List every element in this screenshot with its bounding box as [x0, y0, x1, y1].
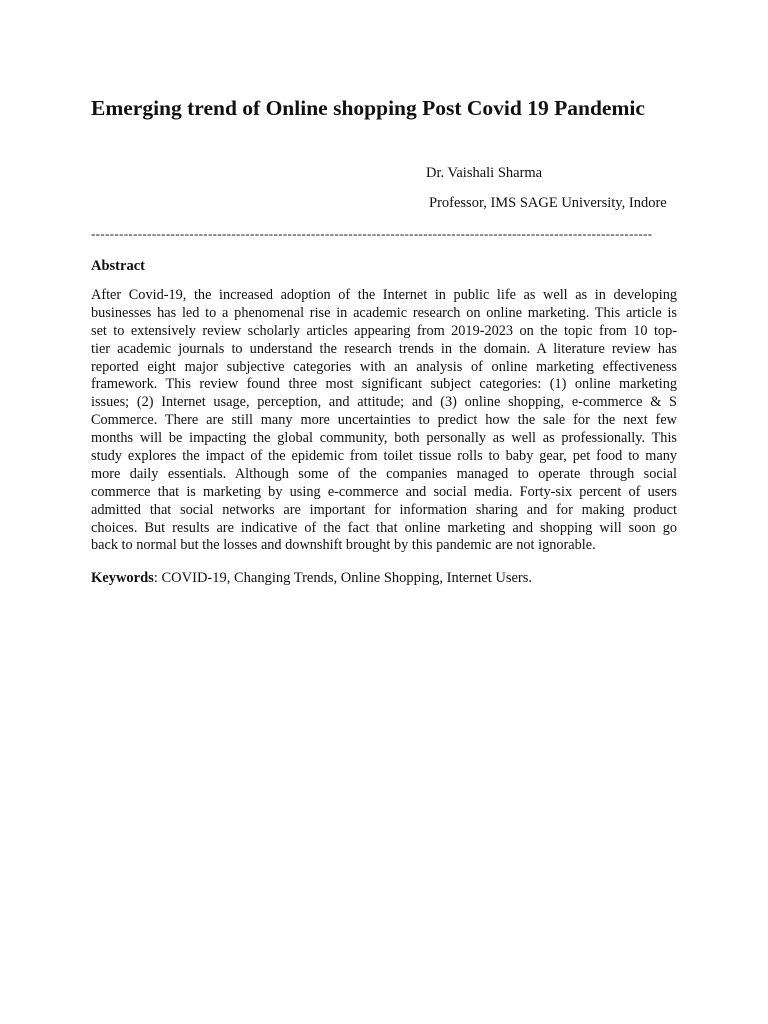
- abstract-line: more daily essentials. Although some of the companies managed to operate through social: [91, 465, 677, 482]
- abstract-line: After Covid-19, the increased adoption of the Internet in public life as well as in developing: [91, 287, 677, 303]
- abstract-line: tier academic journals to understand the research trends in the domain. A literature review has: [91, 340, 677, 357]
- keywords-paragraph: [91, 568, 677, 588]
- paper-title: Emerging trend of Online shopping Post Covid 19 Pandemic: [91, 96, 645, 120]
- abstract-line: months will be impacting the global community, both personally as well as professionally. This: [91, 430, 677, 447]
- abstract-line: reported eight major subjective categories with an analysis of online marketing effectiveness: [91, 358, 677, 375]
- abstract-body: [91, 287, 677, 555]
- keywords-label: Keywords: [91, 570, 154, 586]
- abstract-line: Commerce. There are still many more uncertainties to predict how the sale for the next few: [91, 412, 677, 429]
- abstract-line: set to extensively review scholarly articles appearing from 2019-2023 on the topic from 10 top-: [91, 322, 677, 339]
- abstract-heading: Abstract: [91, 258, 145, 274]
- abstract-line: choices. But results are indicative of the fact that online marketing and shopping will soon go: [91, 519, 677, 536]
- abstract-line: back to normal but the losses and downshift brought by this pandemic are not ignorable.: [91, 537, 596, 554]
- abstract-line: framework. This review found three most significant subject categories: (1) online marketing: [91, 376, 677, 393]
- abstract-line: study explores the impact of the epidemic from toilet tissue rolls to baby gear, pet food to many: [91, 448, 677, 465]
- abstract-line: commerce that is marketing by using e-commerce and social media. Forty-six percent of users: [91, 483, 677, 500]
- author-name: Dr. Vaishali Sharma: [426, 165, 543, 181]
- separator-line: ------------------------------------------------------------------------------------------------------------------------: [91, 226, 653, 241]
- abstract-line: admitted that social networks are important for information sharing and for making product: [91, 501, 677, 518]
- keywords-list: : COVID-19, Changing Trends, Online Shopping, Internet Users.: [153, 570, 533, 586]
- author-affiliation: Professor, IMS SAGE University, Indore: [429, 195, 667, 211]
- abstract-line: businesses has led to a phenomenal rise in academic research on online marketing. This article is: [91, 304, 677, 321]
- abstract-line: issues; (2) Internet usage, perception, and attitude; and (3) online shopping, e-commerce & S: [91, 394, 677, 411]
